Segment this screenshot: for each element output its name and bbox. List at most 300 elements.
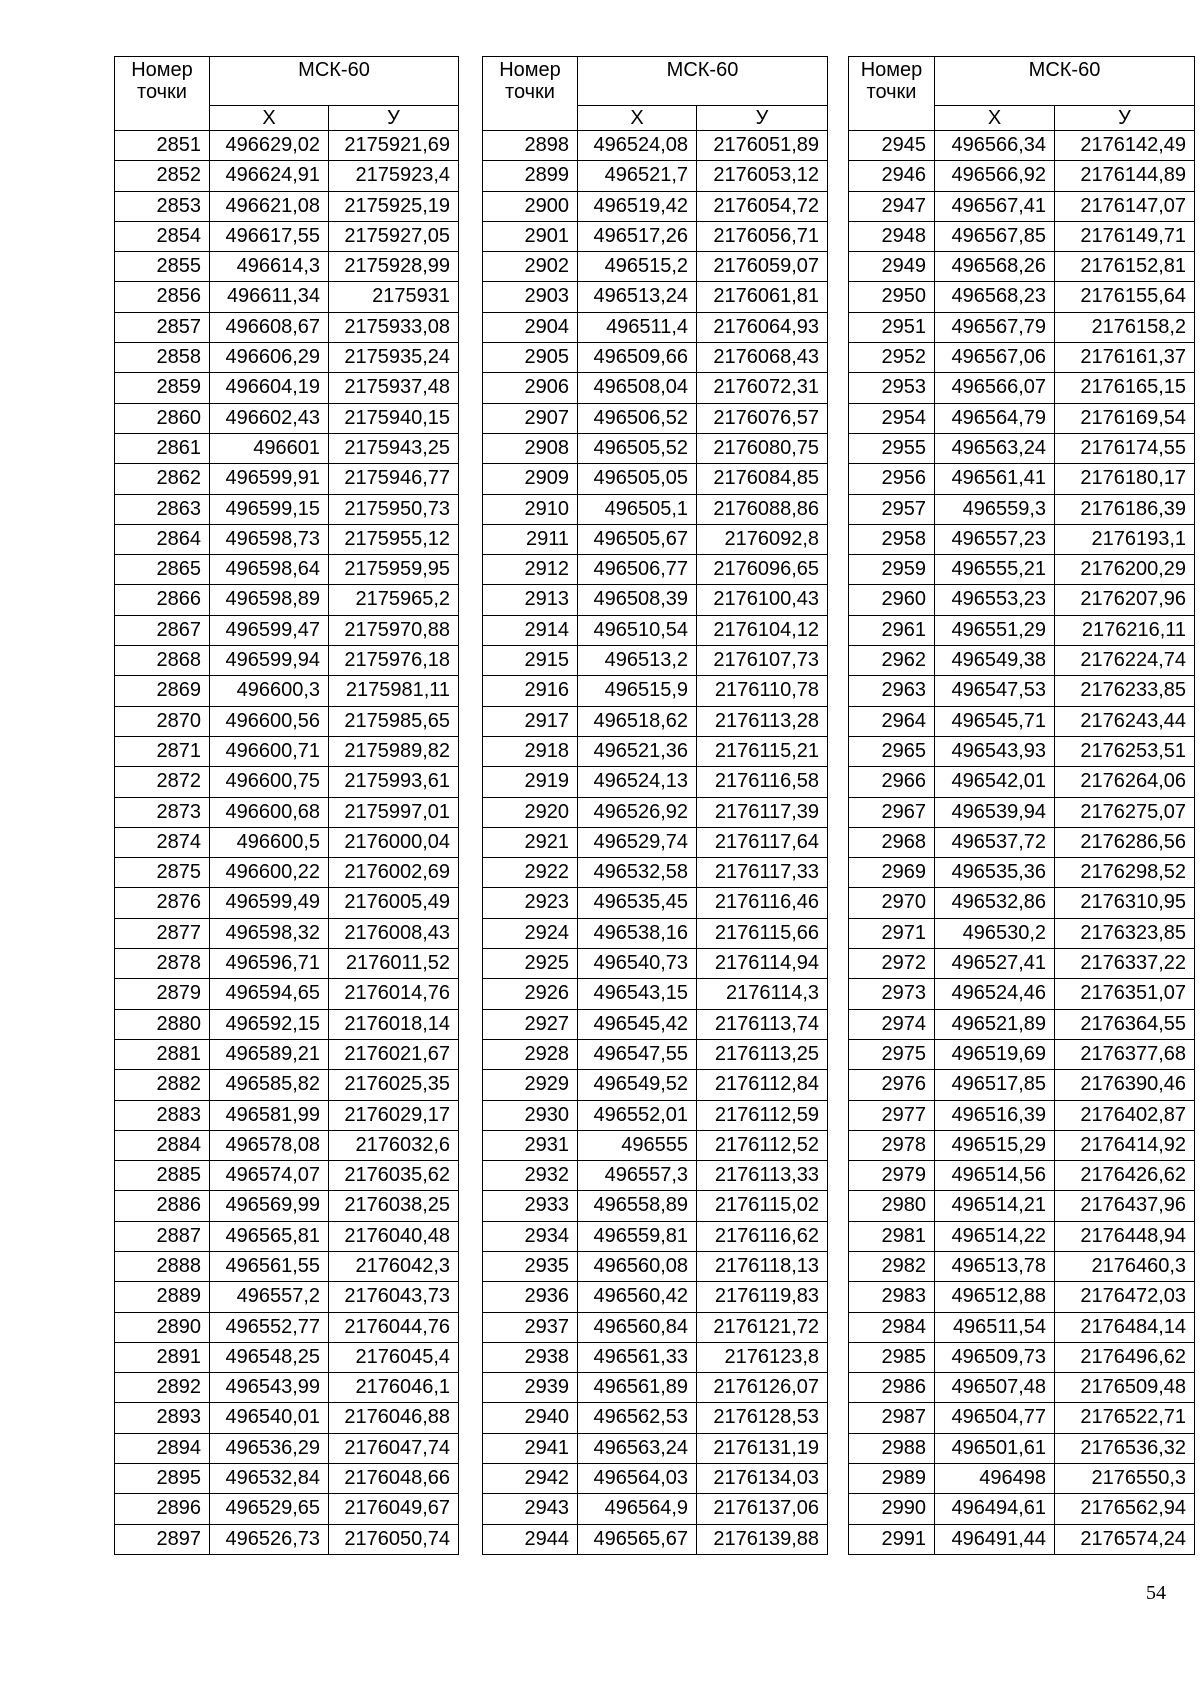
table-row	[115, 524, 459, 554]
table-row	[483, 494, 828, 524]
y-value: 2176021,67	[329, 1039, 459, 1069]
x-value: 496535,36	[935, 858, 1055, 888]
y-value: 2176112,52	[697, 1130, 828, 1160]
x-value: 496564,79	[935, 403, 1055, 433]
y-value: 2176123,8	[697, 1342, 828, 1372]
x-value: 496602,43	[210, 403, 329, 433]
x-value: 496617,55	[210, 221, 329, 251]
point-number: 2888	[115, 1251, 210, 1281]
y-value: 2176193,1	[1055, 524, 1195, 554]
x-value: 496599,15	[210, 494, 329, 524]
x-value: 496507,48	[935, 1373, 1055, 1403]
x-value: 496510,54	[578, 615, 697, 645]
x-value: 496542,01	[935, 767, 1055, 797]
point-number: 2877	[115, 918, 210, 948]
point-number: 2915	[483, 646, 578, 676]
point-number: 2970	[849, 888, 935, 918]
point-number: 2985	[849, 1342, 935, 1372]
y-value: 2176053,12	[697, 161, 828, 191]
table-row	[849, 464, 1195, 494]
point-number: 2968	[849, 827, 935, 857]
x-value: 496549,38	[935, 646, 1055, 676]
table-row	[483, 1373, 828, 1403]
point-number: 2867	[115, 615, 210, 645]
table-row	[115, 433, 459, 463]
point-number: 2878	[115, 949, 210, 979]
y-value: 2176298,52	[1055, 858, 1195, 888]
table-row	[483, 1342, 828, 1372]
y-value: 2175931	[329, 282, 459, 312]
x-value: 496508,39	[578, 585, 697, 615]
point-number: 2920	[483, 797, 578, 827]
table-row	[483, 1312, 828, 1342]
table-row	[115, 918, 459, 948]
table-row	[115, 1070, 459, 1100]
table-row	[483, 555, 828, 585]
table-row	[849, 585, 1195, 615]
y-value: 2176008,43	[329, 918, 459, 948]
x-value: 496521,89	[935, 1009, 1055, 1039]
table-row	[115, 797, 459, 827]
point-number: 2951	[849, 312, 935, 342]
x-header: Х	[210, 106, 329, 131]
table-row	[115, 1464, 459, 1494]
y-value: 2176113,74	[697, 1009, 828, 1039]
point-number: 2959	[849, 555, 935, 585]
table-row	[483, 1039, 828, 1069]
table-row	[115, 736, 459, 766]
point-number: 2904	[483, 312, 578, 342]
x-value: 496557,23	[935, 524, 1055, 554]
y-value: 2176035,62	[329, 1161, 459, 1191]
table-row	[115, 221, 459, 251]
table-row	[483, 191, 828, 221]
point-number: 2978	[849, 1130, 935, 1160]
x-value: 496553,23	[935, 585, 1055, 615]
x-value: 496599,91	[210, 464, 329, 494]
x-value: 496565,67	[578, 1524, 697, 1554]
x-value: 496526,92	[578, 797, 697, 827]
y-value: 2176046,1	[329, 1373, 459, 1403]
point-number: 2913	[483, 585, 578, 615]
point-number: 2933	[483, 1191, 578, 1221]
y-value: 2176068,43	[697, 343, 828, 373]
point-number: 2852	[115, 161, 210, 191]
y-value: 2176110,78	[697, 676, 828, 706]
x-value: 496543,15	[578, 979, 697, 1009]
x-value: 496540,01	[210, 1403, 329, 1433]
table-row	[849, 918, 1195, 948]
table-row	[115, 827, 459, 857]
y-value: 2176142,49	[1055, 131, 1195, 161]
x-value: 496543,99	[210, 1373, 329, 1403]
x-value: 496540,73	[578, 949, 697, 979]
point-number: 2880	[115, 1009, 210, 1039]
x-value: 496604,19	[210, 373, 329, 403]
table-row	[115, 1191, 459, 1221]
point-number: 2857	[115, 312, 210, 342]
x-value: 496549,52	[578, 1070, 697, 1100]
y-value: 2176117,33	[697, 858, 828, 888]
table-row	[849, 706, 1195, 736]
point-number: 2876	[115, 888, 210, 918]
y-value: 2176484,14	[1055, 1312, 1195, 1342]
table-row	[483, 797, 828, 827]
x-value: 496614,3	[210, 252, 329, 282]
point-number: 2940	[483, 1403, 578, 1433]
y-value: 2176562,94	[1055, 1494, 1195, 1524]
table-row	[115, 1312, 459, 1342]
x-value: 496574,07	[210, 1161, 329, 1191]
table-row	[115, 676, 459, 706]
y-value: 2176377,68	[1055, 1039, 1195, 1069]
table-row	[483, 131, 828, 161]
point-number: 2986	[849, 1373, 935, 1403]
point-number: 2855	[115, 252, 210, 282]
x-value: 496511,4	[578, 312, 697, 342]
x-value: 496519,69	[935, 1039, 1055, 1069]
table-row	[849, 555, 1195, 585]
x-value: 496524,13	[578, 767, 697, 797]
y-value: 2175925,19	[329, 191, 459, 221]
y-value: 2176144,89	[1055, 161, 1195, 191]
table-row	[115, 615, 459, 645]
x-value: 496514,56	[935, 1161, 1055, 1191]
y-value: 2176080,75	[697, 433, 828, 463]
table-row	[115, 1251, 459, 1281]
y-value: 2175959,95	[329, 555, 459, 585]
x-value: 496599,47	[210, 615, 329, 645]
point-number: 2983	[849, 1282, 935, 1312]
point-number: 2874	[115, 827, 210, 857]
y-value: 2176509,48	[1055, 1373, 1195, 1403]
point-number: 2910	[483, 494, 578, 524]
table-row	[849, 767, 1195, 797]
point-number: 2871	[115, 736, 210, 766]
y-value: 2176005,49	[329, 888, 459, 918]
x-value: 496621,08	[210, 191, 329, 221]
table-row	[115, 585, 459, 615]
y-value: 2176137,06	[697, 1494, 828, 1524]
x-value: 496601	[210, 433, 329, 463]
point-number: 2989	[849, 1464, 935, 1494]
x-value: 496555,21	[935, 555, 1055, 585]
x-value: 496552,01	[578, 1100, 697, 1130]
y-value: 2176045,4	[329, 1342, 459, 1372]
y-value: 2176044,76	[329, 1312, 459, 1342]
table-row	[115, 252, 459, 282]
y-value: 2176310,95	[1055, 888, 1195, 918]
point-number: 2957	[849, 494, 935, 524]
table-row	[849, 858, 1195, 888]
y-value: 2176114,3	[697, 979, 828, 1009]
page-number: 54	[1146, 1582, 1166, 1604]
x-value: 496566,92	[935, 161, 1055, 191]
point-number: 2890	[115, 1312, 210, 1342]
x-value: 496513,78	[935, 1251, 1055, 1281]
table-row	[115, 131, 459, 161]
table-row	[483, 464, 828, 494]
y-value: 2175927,05	[329, 221, 459, 251]
x-value: 496596,71	[210, 949, 329, 979]
table-row	[849, 797, 1195, 827]
point-number: 2885	[115, 1161, 210, 1191]
y-value: 2176233,85	[1055, 676, 1195, 706]
point-number: 2963	[849, 676, 935, 706]
y-value: 2176224,74	[1055, 646, 1195, 676]
table-row	[849, 888, 1195, 918]
point-number: 2926	[483, 979, 578, 1009]
table-row	[115, 494, 459, 524]
point-number: 2851	[115, 131, 210, 161]
point-number: 2914	[483, 615, 578, 645]
y-value: 2176000,04	[329, 827, 459, 857]
point-number: 2854	[115, 221, 210, 251]
y-value: 2176048,66	[329, 1464, 459, 1494]
table-row	[115, 555, 459, 585]
point-number-header: Номер точки	[483, 57, 578, 131]
point-number: 2935	[483, 1251, 578, 1281]
point-number: 2960	[849, 585, 935, 615]
x-value: 496514,21	[935, 1191, 1055, 1221]
table-row	[483, 949, 828, 979]
point-number: 2939	[483, 1373, 578, 1403]
table-row	[849, 221, 1195, 251]
x-value: 496547,53	[935, 676, 1055, 706]
x-value: 496514,22	[935, 1221, 1055, 1251]
table-row	[849, 1039, 1195, 1069]
point-number: 2868	[115, 646, 210, 676]
point-number: 2946	[849, 161, 935, 191]
y-value: 2176448,94	[1055, 1221, 1195, 1251]
table-row	[483, 1251, 828, 1281]
y-value: 2175955,12	[329, 524, 459, 554]
coordinate-system-header: МСК-60	[935, 57, 1195, 106]
point-number: 2929	[483, 1070, 578, 1100]
point-number: 2958	[849, 524, 935, 554]
point-number: 2972	[849, 949, 935, 979]
x-value: 496598,32	[210, 918, 329, 948]
x-value: 496599,94	[210, 646, 329, 676]
table-row	[849, 1070, 1195, 1100]
y-value: 2176169,54	[1055, 403, 1195, 433]
x-value: 496524,46	[935, 979, 1055, 1009]
x-value: 496529,74	[578, 827, 697, 857]
y-value: 2175933,08	[329, 312, 459, 342]
y-value: 2176042,3	[329, 1251, 459, 1281]
y-value: 2176437,96	[1055, 1191, 1195, 1221]
x-value: 496543,93	[935, 736, 1055, 766]
point-number: 2954	[849, 403, 935, 433]
table-row	[849, 343, 1195, 373]
table-row	[483, 373, 828, 403]
table-row	[115, 1373, 459, 1403]
point-number: 2895	[115, 1464, 210, 1494]
table-row	[115, 979, 459, 1009]
table-row	[483, 1161, 828, 1191]
y-value: 2176056,71	[697, 221, 828, 251]
y-value: 2176059,07	[697, 252, 828, 282]
x-value: 496561,55	[210, 1251, 329, 1281]
x-value: 496624,91	[210, 161, 329, 191]
x-value: 496567,85	[935, 221, 1055, 251]
x-value: 496509,73	[935, 1342, 1055, 1372]
point-number: 2861	[115, 433, 210, 463]
x-value: 496511,54	[935, 1312, 1055, 1342]
y-value: 2176264,06	[1055, 767, 1195, 797]
y-value: 2176180,17	[1055, 464, 1195, 494]
point-number: 2856	[115, 282, 210, 312]
y-value: 2175989,82	[329, 736, 459, 766]
point-number: 2922	[483, 858, 578, 888]
point-number: 2916	[483, 676, 578, 706]
x-value: 496506,77	[578, 555, 697, 585]
point-number: 2908	[483, 433, 578, 463]
table-row	[115, 1130, 459, 1160]
table-row	[115, 1009, 459, 1039]
point-number: 2907	[483, 403, 578, 433]
point-number: 2892	[115, 1373, 210, 1403]
table-row	[115, 949, 459, 979]
y-value: 2176076,57	[697, 403, 828, 433]
y-value: 2176096,65	[697, 555, 828, 585]
y-value: 2176536,32	[1055, 1433, 1195, 1463]
y-value: 2175946,77	[329, 464, 459, 494]
table-row	[483, 1524, 828, 1554]
point-number: 2887	[115, 1221, 210, 1251]
table-row	[849, 403, 1195, 433]
table-row	[483, 1221, 828, 1251]
y-value: 2176088,86	[697, 494, 828, 524]
table-row	[483, 646, 828, 676]
table-row	[483, 979, 828, 1009]
coordinates-table-2	[482, 56, 828, 1555]
x-value: 496608,67	[210, 312, 329, 342]
y-value: 2176084,85	[697, 464, 828, 494]
point-number: 2872	[115, 767, 210, 797]
y-value: 2176216,11	[1055, 615, 1195, 645]
table-row	[115, 403, 459, 433]
table-row	[483, 282, 828, 312]
x-value: 496501,61	[935, 1433, 1055, 1463]
y-value: 2176040,48	[329, 1221, 459, 1251]
x-value: 496538,16	[578, 918, 697, 948]
point-number: 2982	[849, 1251, 935, 1281]
y-value: 2176047,74	[329, 1433, 459, 1463]
table-row	[483, 1403, 828, 1433]
point-number: 2988	[849, 1433, 935, 1463]
x-value: 496530,2	[935, 918, 1055, 948]
table-row	[115, 1524, 459, 1554]
table-row	[849, 252, 1195, 282]
y-value: 2175943,25	[329, 433, 459, 463]
table-row	[483, 767, 828, 797]
y-header: У	[329, 106, 459, 131]
x-value: 496598,64	[210, 555, 329, 585]
table-row	[115, 1494, 459, 1524]
y-value: 2176116,58	[697, 767, 828, 797]
point-number: 2943	[483, 1494, 578, 1524]
x-value: 496600,71	[210, 736, 329, 766]
table-row	[115, 646, 459, 676]
table-row	[115, 1161, 459, 1191]
table-row	[849, 161, 1195, 191]
y-value: 2176426,62	[1055, 1161, 1195, 1191]
point-number: 2898	[483, 131, 578, 161]
point-number: 2980	[849, 1191, 935, 1221]
point-number: 2873	[115, 797, 210, 827]
table-row	[483, 706, 828, 736]
y-value: 2176147,07	[1055, 191, 1195, 221]
x-value: 496518,62	[578, 706, 697, 736]
y-value: 2175985,65	[329, 706, 459, 736]
x-value: 496508,04	[578, 373, 697, 403]
table-row	[483, 433, 828, 463]
x-value: 496558,89	[578, 1191, 697, 1221]
point-number: 2897	[115, 1524, 210, 1554]
x-value: 496561,33	[578, 1342, 697, 1372]
point-number: 2965	[849, 736, 935, 766]
x-value: 496527,41	[935, 949, 1055, 979]
table-row	[849, 1100, 1195, 1130]
point-number: 2925	[483, 949, 578, 979]
x-value: 496598,73	[210, 524, 329, 554]
point-number: 2937	[483, 1312, 578, 1342]
point-number: 2949	[849, 252, 935, 282]
table-row	[115, 767, 459, 797]
table-row	[115, 1403, 459, 1433]
table-row	[115, 343, 459, 373]
x-value: 496535,45	[578, 888, 697, 918]
y-value: 2176038,25	[329, 1191, 459, 1221]
point-number: 2909	[483, 464, 578, 494]
x-value: 496560,84	[578, 1312, 697, 1342]
point-number: 2901	[483, 221, 578, 251]
x-value: 496515,2	[578, 252, 697, 282]
y-value: 2176186,39	[1055, 494, 1195, 524]
x-value: 496560,42	[578, 1282, 697, 1312]
point-number: 2971	[849, 918, 935, 948]
table-row	[483, 1070, 828, 1100]
table-row	[483, 615, 828, 645]
y-value: 2176275,07	[1055, 797, 1195, 827]
point-number: 2956	[849, 464, 935, 494]
table-row	[483, 585, 828, 615]
y-value: 2176121,72	[697, 1312, 828, 1342]
point-number: 2974	[849, 1009, 935, 1039]
y-value: 2176337,22	[1055, 949, 1195, 979]
point-number: 2955	[849, 433, 935, 463]
table-row	[483, 1494, 828, 1524]
table-row	[483, 736, 828, 766]
point-number: 2979	[849, 1161, 935, 1191]
y-value: 2176460,3	[1055, 1251, 1195, 1281]
x-value: 496563,24	[935, 433, 1055, 463]
point-number: 2912	[483, 555, 578, 585]
table-row	[849, 615, 1195, 645]
point-number: 2911	[483, 524, 578, 554]
x-value: 496611,34	[210, 282, 329, 312]
coordinates-table-1	[114, 56, 459, 1555]
y-value: 2176323,85	[1055, 918, 1195, 948]
table-row	[115, 1221, 459, 1251]
table-row	[849, 646, 1195, 676]
table-row	[483, 858, 828, 888]
y-value: 2176390,46	[1055, 1070, 1195, 1100]
y-value: 2176243,44	[1055, 706, 1195, 736]
x-value: 496581,99	[210, 1100, 329, 1130]
table-row	[849, 191, 1195, 221]
